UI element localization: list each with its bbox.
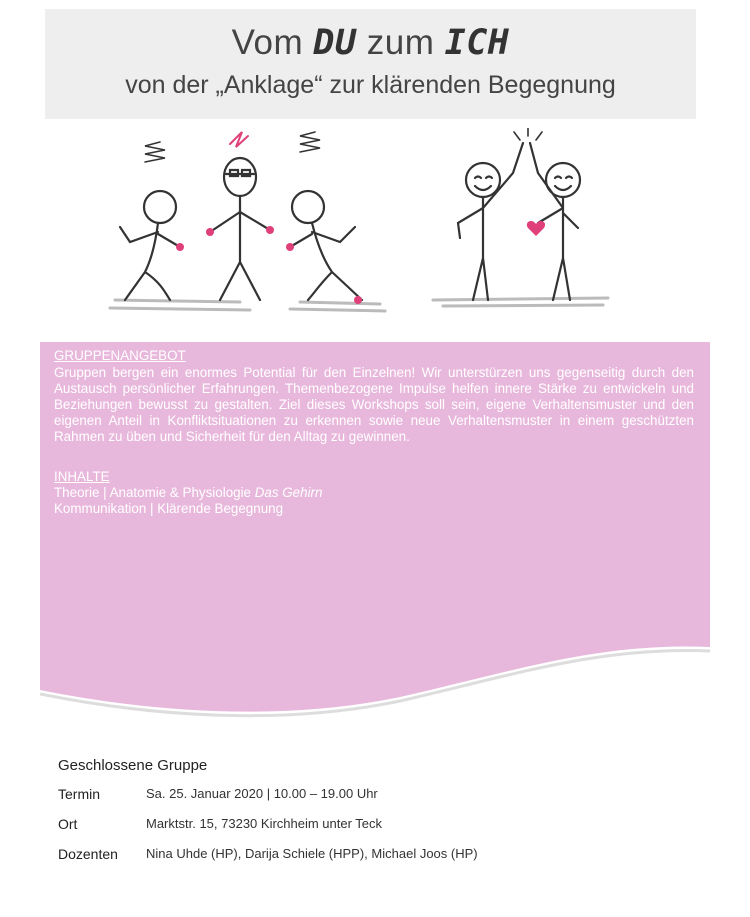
contents-item-communication: Kommunikation | Klärende Begegnung (54, 501, 284, 516)
title-ich: ICH (444, 23, 510, 63)
date-value: Sa. 25. Januar 2020 | 10.00 – 19.00 Uhr (146, 786, 378, 801)
group-offer-text: Gruppen bergen ein enormes Potential für den Einzelnen! Wir unterstürzen uns gegenseitig durch den Austausch persönlicher Erfahrungen. Themenbezogene Impulse helfen innere Stärke zu entwickeln und Beziehungen bewusst zu gestalten. Ziel dieses Workshops soll sein, eigene Verhaltensmuster und den eigenen Anteil in Konfliktsituationen zu erkennen sowie neue Verhaltensmuster in einem geschützten Rahmen zu üben und Sicherheit für den Alltag zu gewinnen. (54, 365, 694, 444)
group-offer-panel (40, 342, 710, 722)
page-subtitle: von der „Anklage“ zur klärenden Begegnung (125, 71, 616, 99)
contents-item-theory-text: Theorie | Anatomie & Physiologie (54, 485, 255, 500)
lecturers-label: Dozenten (58, 846, 118, 862)
group-offer-heading: GRUPPENANGEBOT (54, 348, 186, 363)
contents-heading: INHALTE (54, 469, 110, 484)
high-five-stick-figures-illustration (428, 128, 618, 328)
title-part-zum: zum (356, 23, 445, 62)
arguing-stick-figures-illustration (100, 122, 390, 332)
title-du: DU (313, 23, 357, 63)
event-info (58, 757, 698, 876)
contents-item-theory (54, 485, 694, 501)
info-row-date (58, 786, 698, 816)
group-type: Geschlossene Gruppe (58, 757, 208, 774)
info-row-location (58, 816, 698, 846)
info-row-lecturers (58, 846, 698, 876)
lecturers-value: Nina Uhde (HP), Darija Schiele (HPP), Michael Joos (HP) (146, 846, 478, 861)
location-value: Marktstr. 15, 73230 Kirchheim unter Teck (146, 816, 383, 831)
date-label: Termin (58, 786, 101, 802)
page-title (45, 23, 696, 63)
title-part-vom: Vom (231, 23, 314, 62)
title-banner (45, 9, 696, 119)
location-label: Ort (58, 816, 78, 832)
contents-item-theory-italic: Das Gehirn (254, 485, 323, 500)
